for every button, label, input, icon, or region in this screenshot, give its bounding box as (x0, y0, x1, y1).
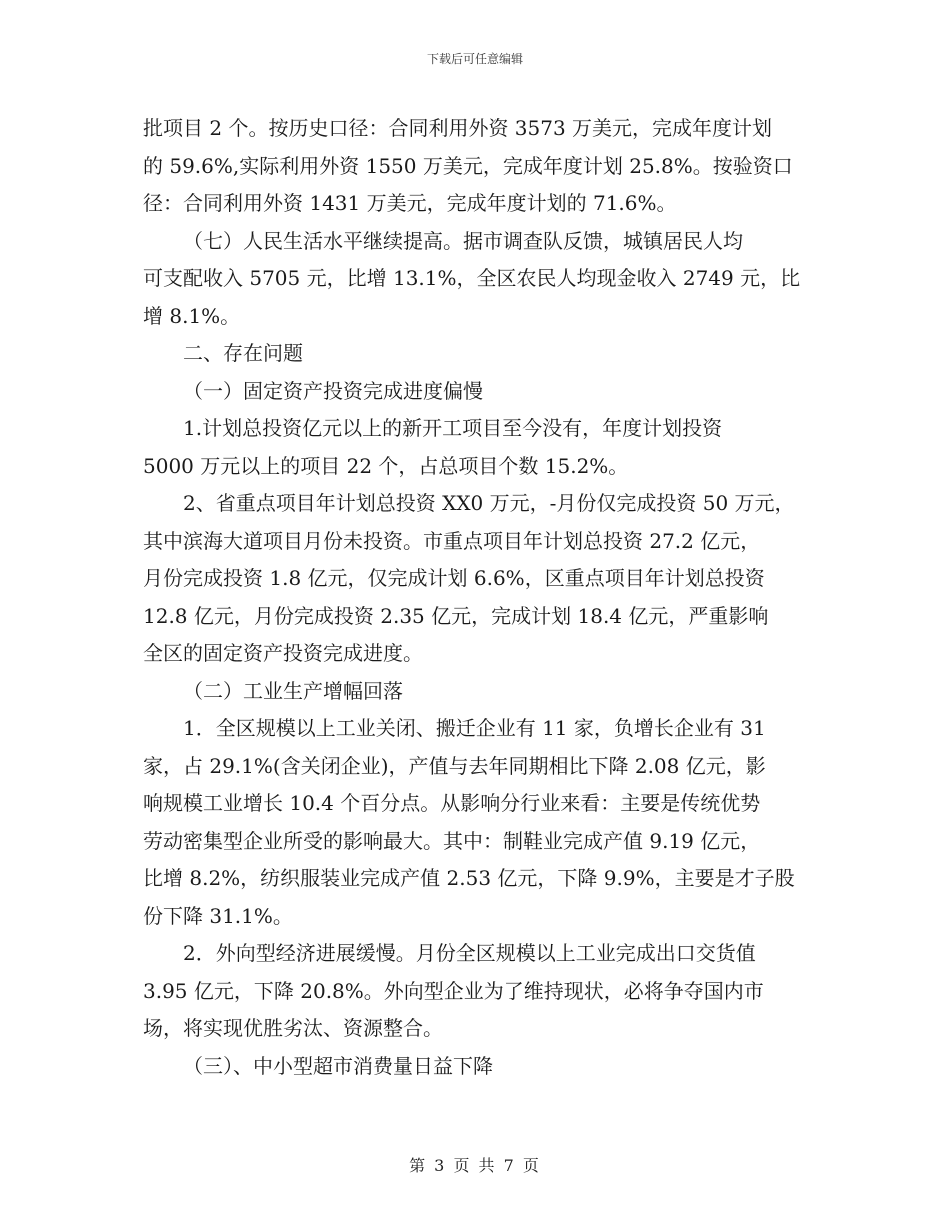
text-line: （七）人民生活水平继续提高。据市调查队反馈，城镇居民人均 (183, 228, 743, 253)
text-line: 3.95 亿元，下降 20.8%。外向型企业为了维持现状，必将争夺国内市 (143, 978, 764, 1003)
text-line: 份下降 31.1%。 (143, 903, 293, 928)
page-header: 下载后可任意编辑 (426, 52, 523, 66)
text-line: （二）工业生产增幅回落 (183, 678, 403, 703)
text-line: 月份完成投资 1.8 亿元，仅完成计划 6.6%，区重点项目年计划总投资 (143, 566, 765, 590)
text-line: 其中滨海大道项目月份未投资。市重点项目年计划总投资 27.2 亿元， (143, 528, 761, 553)
text-line: 1.计划总投资亿元以上的新开工项目至今没有，年度计划投资 (183, 416, 723, 440)
text-line: 的 59.6%,实际利用外资 1550 万美元，完成年度计划 25.8%。按验资口 (143, 153, 793, 178)
text-line: 可支配收入 5705 元，比增 13.1%，全区农民人均现金收入 2749 元，比 (143, 266, 801, 290)
text-line: 全区的固定资产投资完成进度。 (143, 641, 423, 665)
text-line: 1．全区规模以上工业关闭、搬迁企业有 11 家，负增长企业有 31 (183, 716, 766, 740)
text-line: 场，将实现优胜劣汰、资源整合。 (143, 1016, 443, 1040)
text-line: 劳动密集型企业所受的影响最大。其中：制鞋业完成产值 9.19 亿元， (143, 828, 761, 853)
text-line: 比增 8.2%，纺织服装业完成产值 2.53 亿元，下降 9.9%，主要是才子股 (143, 866, 795, 890)
text-line: 增 8.1%。 (143, 303, 241, 328)
text-line: 2．外向型经济进展缓慢。月份全区规模以上工业完成出口交货值 (183, 941, 756, 965)
text-line: （三）、中小型超市消费量日益下降 (183, 1053, 493, 1078)
text-line: 径：合同利用外资 1431 万美元，完成年度计划的 71.6%。 (143, 191, 677, 215)
text-line: 12.8 亿元，月份完成投资 2.35 亿元，完成计划 18.4 亿元，严重影响 (143, 603, 769, 628)
text-line: 家，占 29.1%(含关闭企业)，产值与去年同期相比下降 2.08 亿元，影 (143, 753, 766, 778)
text-line: 5000 万元以上的项目 22 个，占总项目个数 15.2%。 (143, 453, 629, 478)
text-line: 响规模工业增长 10.4 个百分点。从影响分行业来看：主要是传统优势 (143, 791, 761, 815)
text-line: 批项目 2 个。按历史口径：合同利用外资 3573 万美元，完成年度计划 (143, 116, 773, 140)
text-line: 二、存在问题 (183, 341, 303, 365)
text-line: 2、省重点项目年计划总投资 XX0 万元，-月份仅完成投资 50 万元， (183, 491, 795, 515)
document-body (143, 110, 811, 1085)
page-number-footer: 第 3 页 共 7 页 (409, 1156, 541, 1175)
text-line: （一）固定资产投资完成进度偏慢 (183, 378, 483, 403)
